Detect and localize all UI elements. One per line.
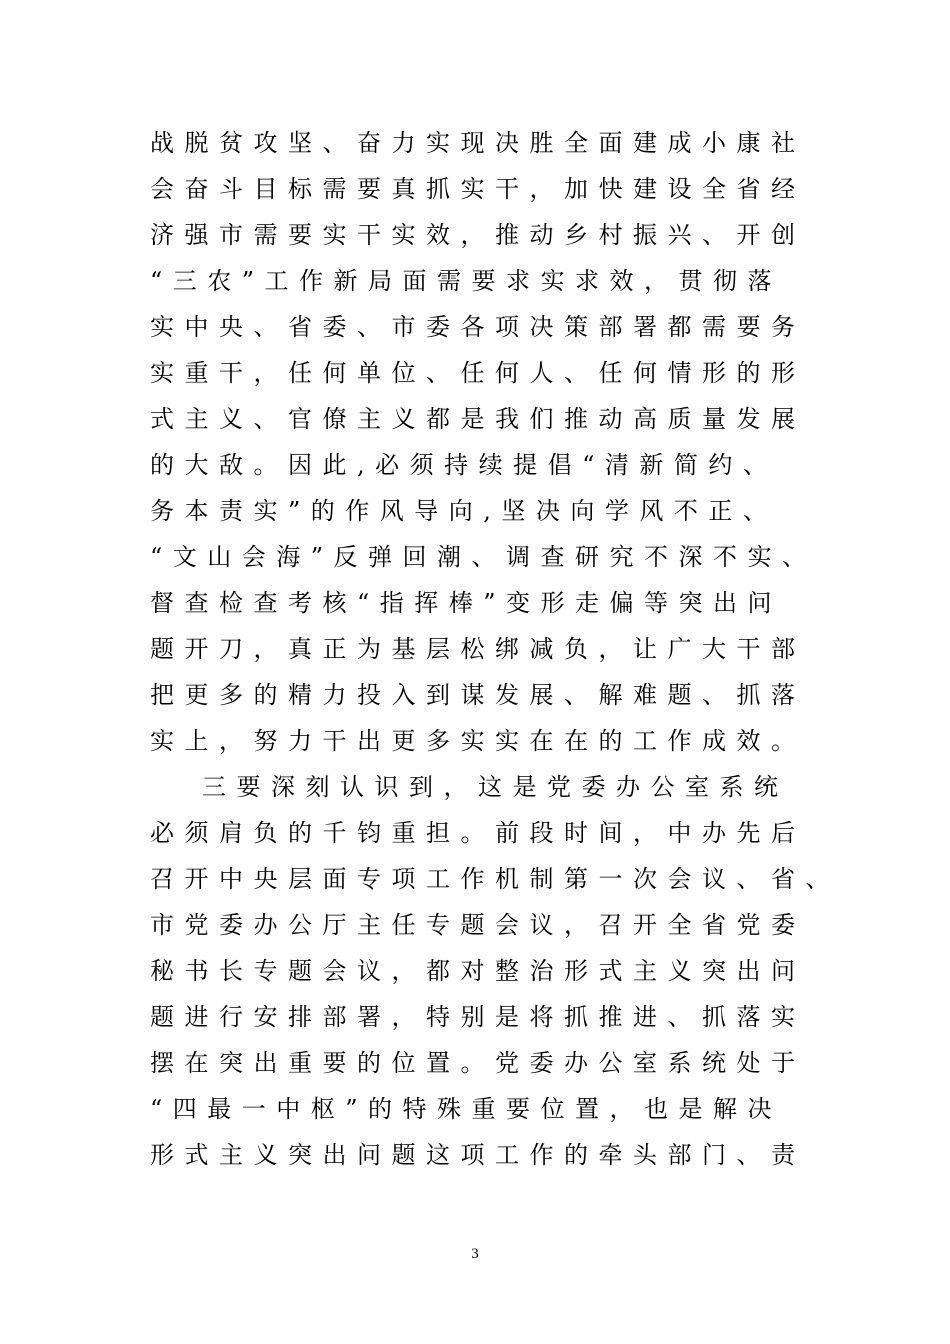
text-line: 召开中央层面专项工作机制第一次会议、省、 [150,865,840,893]
text-line: 实重干，任何单位、任何人、任何情形的形 [150,359,806,387]
text-line: 会奋斗目标需要真抓实干，加快建设全省经 [150,175,806,203]
text-line: 战脱贫攻坚、奋力实现决胜全面建成小康社 [150,129,806,157]
text-line: “四最一中枢”的特殊重要位置，也是解决 [150,1095,783,1123]
text-line: 题进行安排部署，特别是将抓推进、抓落实 [150,1003,806,1031]
text-line: 式主义、官僚主义都是我们推动高质量发展 [150,405,806,433]
text-line: 秘书长专题会议，都对整治形式主义突出问 [150,957,806,985]
page-number: 3 [471,1246,479,1262]
text-line: 摆在突出重要的位置。党委办公室系统处于 [150,1049,806,1077]
body-text [150,120,840,1178]
text-line: “文山会海”反弹回潮、调查研究不深不实、 [150,543,817,571]
text-line: 题开刀，真正为基层松绑减负，让广大干部 [150,635,806,663]
text-line: 市党委办公厅主任专题会议，召开全省党委 [150,911,806,939]
text-line: 必须肩负的千钧重担。前段时间，中办先后 [150,819,806,847]
text-line: “三农”工作新局面需要求实求效，贯彻落 [150,267,783,295]
text-line: 实上，努力干出更多实实在在的工作成效。 [150,727,806,755]
text-line: 济强市需要实干实效，推动乡村振兴、开创 [150,221,806,249]
text-line: 的大敌。因此,必须持续提倡“清新简约、 [150,451,778,479]
text-line: 务本责实”的作风导向,坚决向学风不正、 [150,497,778,525]
text-line: 形式主义突出问题这项工作的牵头部门、责 [150,1141,806,1169]
text-line: 督查检查考核“指挥棒”变形走偏等突出问 [150,589,783,617]
paragraph-start-line: 三要深刻认识到，这是党委办公室系统 [202,773,789,801]
text-line: 把更多的精力投入到谋发展、解难题、抓落 [150,681,806,709]
text-line: 实中央、省委、市委各项决策部署都需要务 [150,313,806,341]
